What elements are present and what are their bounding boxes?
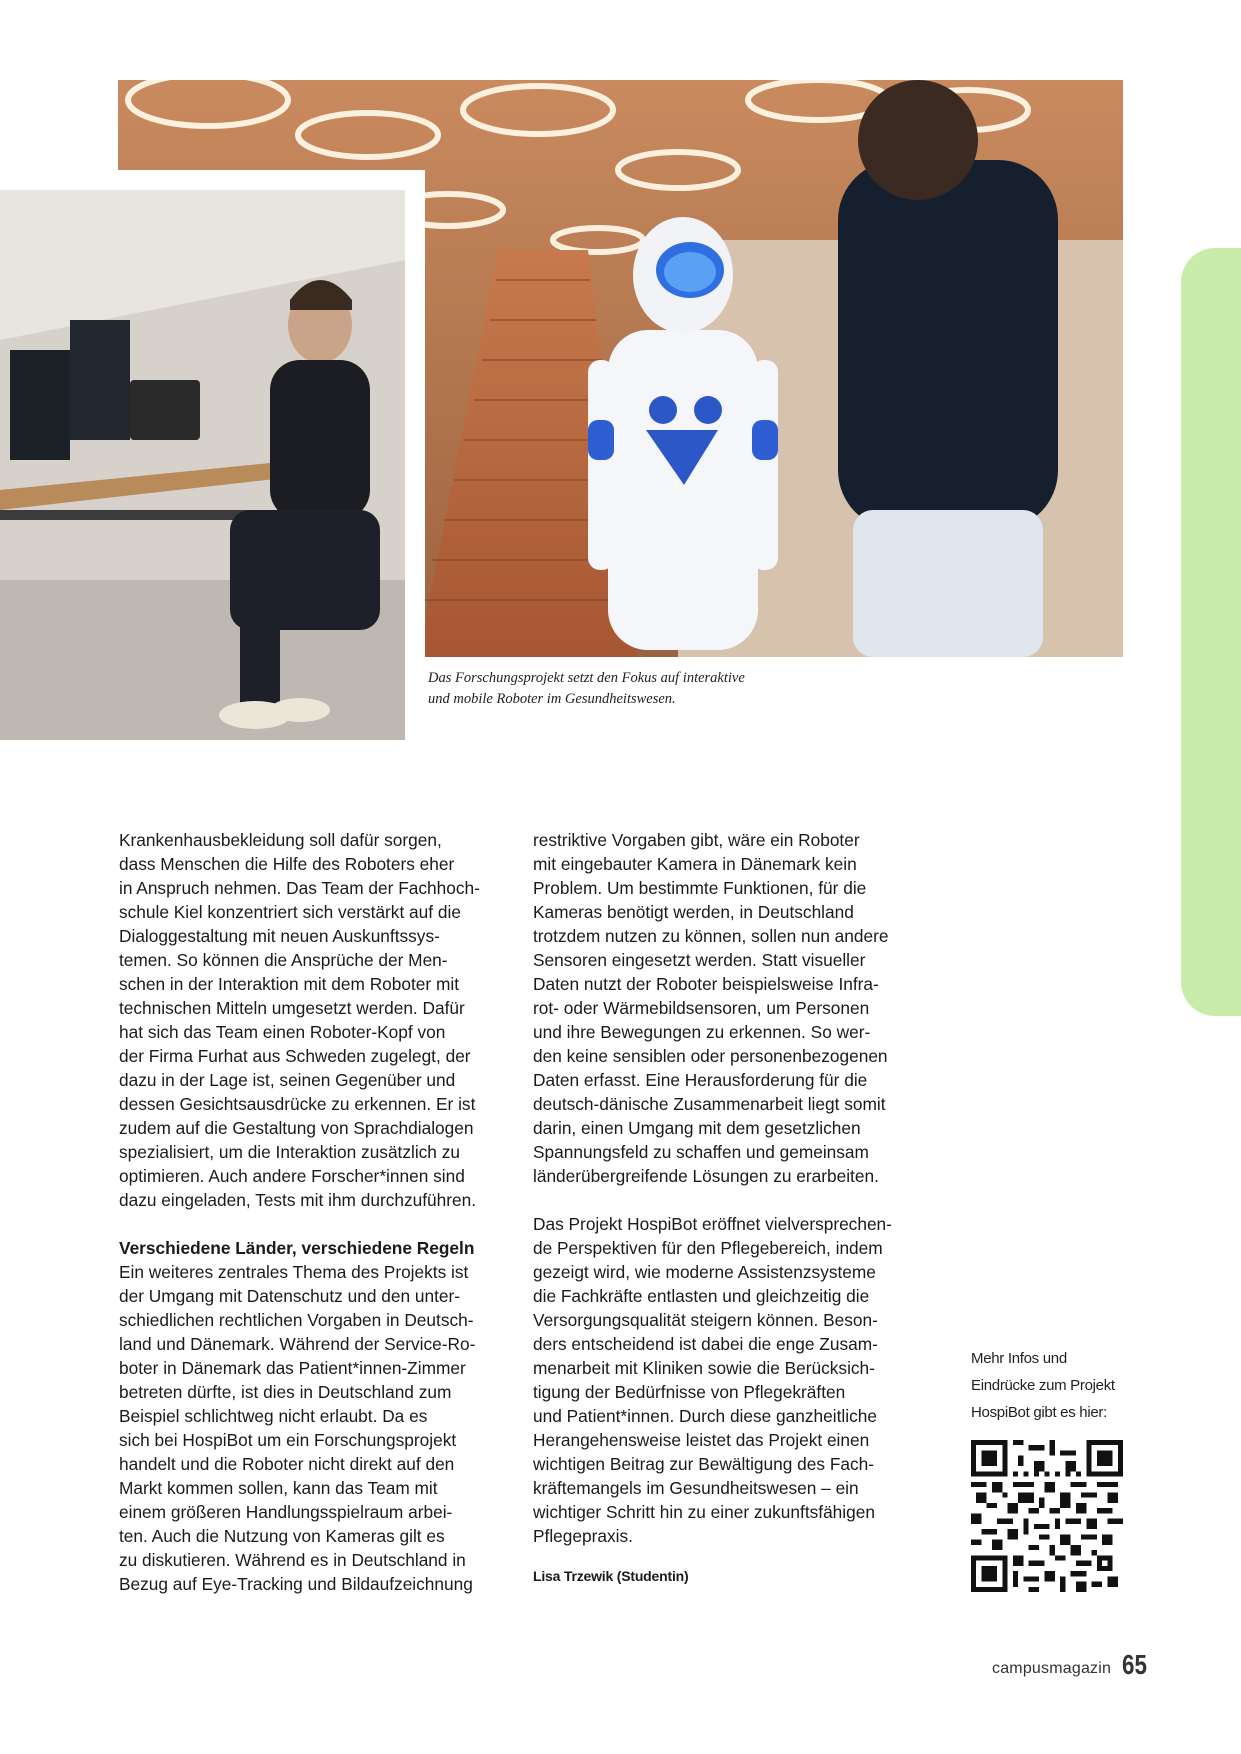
- text-line: kräftemangels im Gesundheitswesen – ein: [533, 1478, 859, 1498]
- text-line: Pflegepraxis.: [533, 1526, 633, 1546]
- photo-caption: [428, 668, 848, 710]
- text-line: einem größeren Handlungsspielraum arbei-: [119, 1502, 453, 1522]
- text-line: ders entscheidend ist dabei die enge Zusam-: [533, 1334, 878, 1354]
- text-line: mit eingebauter Kamera in Dänemark kein: [533, 854, 857, 874]
- text-line: betreten dürfte, ist dies in Deutschland zum: [119, 1382, 452, 1402]
- text-line: Bezug auf Eye-Tracking und Bildaufzeichnung: [119, 1574, 473, 1594]
- text-line: spezialisiert, um die Interaktion zusätzlich zu: [119, 1142, 460, 1162]
- text-line: dass Menschen die Hilfe des Roboters eher: [119, 854, 455, 874]
- text-line: Daten erfasst. Eine Herausforderung für die: [533, 1070, 868, 1090]
- text-line: boter in Dänemark das Patient*innen-Zimmer: [119, 1358, 466, 1378]
- text-line: Spannungsfeld zu schaffen und gemeinsam: [533, 1142, 869, 1162]
- text-line: wichtigen Beitrag zur Bewältigung des Fach-: [533, 1454, 875, 1474]
- text-line: Kameras benötigt werden, in Deutschland: [533, 902, 854, 922]
- text-line: Sensoren eingesetzt werden. Statt visueller: [533, 950, 866, 970]
- text-line: optimieren. Auch andere Forscher*innen sind: [119, 1166, 465, 1186]
- text-line: temen. So können die Ansprüche der Men-: [119, 950, 448, 970]
- text-line: der Firma Furhat aus Schweden zugelegt, der: [119, 1046, 471, 1066]
- text-line: darin, einen Umgang mit dem gesetzlichen: [533, 1118, 861, 1138]
- text-line: handelt und die Roboter nicht direkt auf den: [119, 1454, 455, 1474]
- text-line: Beispiel schlichtweg nicht erlaubt. Da es: [119, 1406, 428, 1426]
- office-photo: [0, 190, 405, 740]
- text-line: Ein weiteres zentrales Thema des Projekts ist: [119, 1262, 469, 1282]
- text-line: Versorgungsqualität steigern können. Beson-: [533, 1310, 878, 1330]
- text-line: schiedlichen rechtlichen Vorgaben in Deutsch-: [119, 1310, 474, 1330]
- section-heading: Verschiedene Länder, verschiedene Regeln: [119, 1238, 475, 1258]
- text-line: land und Dänemark. Während der Service-Ro-: [119, 1334, 476, 1354]
- text-line: zudem auf die Gestaltung von Sprachdialogen: [119, 1118, 474, 1138]
- text-line: technischen Mitteln umgesetzt werden. Dafür: [119, 998, 465, 1018]
- text-line: schule Kiel konzentriert sich verstärkt auf die: [119, 902, 461, 922]
- text-line: schen in der Interaktion mit dem Roboter mit: [119, 974, 460, 994]
- text-line: trotzdem nutzen zu können, sollen nun andere: [533, 926, 889, 946]
- qr-code-icon[interactable]: [971, 1440, 1123, 1592]
- text-line: in Anspruch nehmen. Das Team der Fachhoch-: [119, 878, 480, 898]
- paragraph-gap: [119, 1212, 519, 1236]
- text-line: die Fachkräfte entlasten und gleichzeitig die: [533, 1286, 870, 1306]
- text-line: dazu in der Lage ist, seinen Gegenüber und: [119, 1070, 456, 1090]
- caption-line-1: Das Forschungsprojekt setzt den Fokus auf interaktive: [428, 670, 745, 686]
- magazine-name: campusmagazin: [992, 1660, 1112, 1677]
- text-line: Dialoggestaltung mit neuen Auskunftssys-: [119, 926, 440, 946]
- chapter-side-tab: [1181, 248, 1241, 1016]
- author-credit: Lisa Trzewik (Studentin): [533, 1568, 689, 1584]
- text-line: deutsch-dänische Zusammenarbeit liegt somit: [533, 1094, 886, 1114]
- text-line: ten. Auch die Nutzung von Kameras gilt es: [119, 1526, 445, 1546]
- paragraph-gap: [533, 1188, 933, 1212]
- text-line: Daten nutzt der Roboter beispielsweise Infra-: [533, 974, 879, 994]
- text-line: Das Projekt HospiBot eröffnet vielversprechen-: [533, 1214, 892, 1234]
- text-line: Problem. Um bestimmte Funktionen, für die: [533, 878, 867, 898]
- text-line: restriktive Vorgaben gibt, wäre ein Roboter: [533, 830, 860, 850]
- article-column-left: [119, 828, 519, 1596]
- qr-text-line-2: Eindrücke zum Projekt: [971, 1377, 1115, 1394]
- text-line: sich bei HospiBot um ein Forschungsprojekt: [119, 1430, 457, 1450]
- text-line: hat sich das Team einen Roboter-Kopf von: [119, 1022, 446, 1042]
- text-line: tigung der Bedürfnisse von Pflegekräften: [533, 1382, 846, 1402]
- text-line: Herangehensweise leistet das Projekt einen: [533, 1430, 870, 1450]
- text-line: zu diskutieren. Während es in Deutschland in: [119, 1550, 466, 1570]
- text-line: und ihre Bewegungen zu erkennen. So wer-: [533, 1022, 871, 1042]
- qr-info-text: [971, 1345, 1141, 1426]
- text-line: dazu eingeladen, Tests mit ihm durchzuführen.: [119, 1190, 477, 1210]
- text-line: menarbeit mit Kliniken sowie die Berücksich-: [533, 1358, 875, 1378]
- qr-text-line-3: HospiBot gibt es hier:: [971, 1404, 1107, 1421]
- text-line: und Patient*innen. Durch diese ganzheitliche: [533, 1406, 877, 1426]
- page-number: 65: [1122, 1649, 1147, 1680]
- caption-line-2: und mobile Roboter im Gesundheitswesen.: [428, 691, 676, 707]
- text-line: de Perspektiven für den Pflegebereich, indem: [533, 1238, 883, 1258]
- text-line: dessen Gesichtsausdrücke zu erkennen. Er ist: [119, 1094, 476, 1114]
- text-line: wichtiger Schritt hin zu einer zukunftsfähigen: [533, 1502, 875, 1522]
- text-line: Krankenhausbekleidung soll dafür sorgen,: [119, 830, 442, 850]
- text-line: gezeigt wird, wie moderne Assistenzsysteme: [533, 1262, 876, 1282]
- text-line: Markt kommen sollen, kann das Team mit: [119, 1478, 438, 1498]
- text-line: länderübergreifende Lösungen zu erarbeiten.: [533, 1166, 879, 1186]
- article-column-right: [533, 828, 933, 1588]
- qr-text-line-1: Mehr Infos und: [971, 1350, 1067, 1367]
- text-line: rot- oder Wärmebildsensoren, um Personen: [533, 998, 870, 1018]
- text-line: der Umgang mit Datenschutz und den unter-: [119, 1286, 461, 1306]
- text-line: den keine sensiblen oder personenbezogenen: [533, 1046, 888, 1066]
